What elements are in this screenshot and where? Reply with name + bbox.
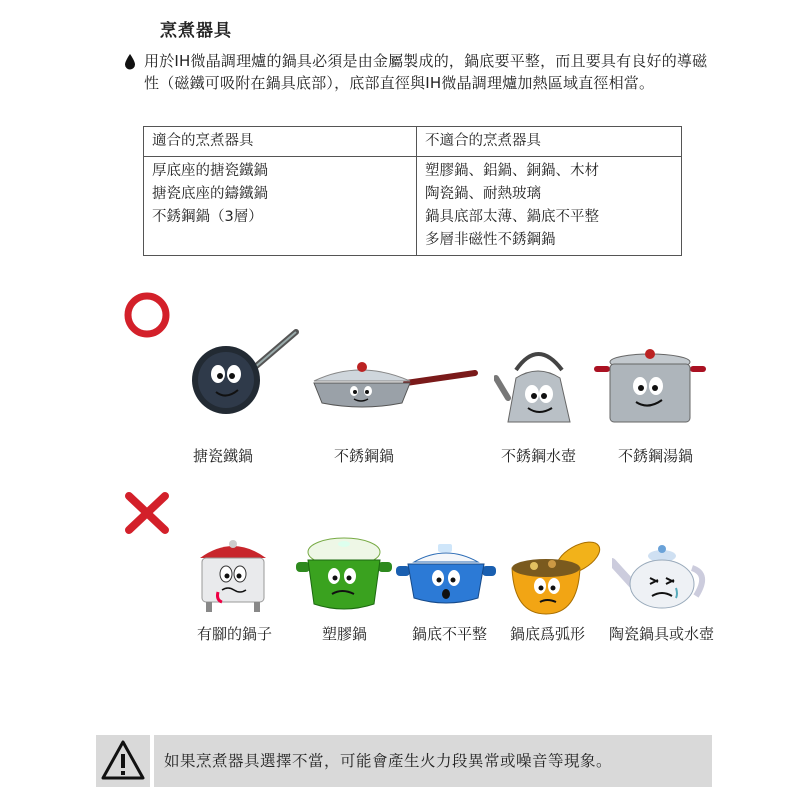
ceramic-kettle-illustration <box>612 540 712 610</box>
good-item-label: 不銹鋼湯鍋 <box>618 447 694 465</box>
good-item-label: 不銹鋼鍋 <box>334 447 395 465</box>
unsuitable-item: 塑膠鍋、鋁鍋、銅鍋、木材 <box>425 163 599 179</box>
intro-paragraph: 用於IH微晶調理爐的鍋具必須是由金屬製成的，鍋底要平整，而且要具有良好的導磁性（磁鐵可吸附在鍋具底部），底部直徑與IH微晶調理爐加熱區域直徑相當。 <box>144 52 708 92</box>
legged-pot-illustration <box>192 536 274 616</box>
section-title: 烹煮器具 <box>160 21 232 41</box>
table-header-unsuitable: 不適合的烹煮器具 <box>417 127 682 157</box>
stainless-stockpot-illustration <box>592 348 712 428</box>
warning-text: 如果烹煮器具選擇不當，可能會產生火力段異常或噪音等現象。 <box>164 752 613 770</box>
suitable-item: 搪瓷底座的鑄鐵鍋 <box>152 186 268 202</box>
enamel-pan-illustration <box>184 328 304 418</box>
unsuitable-item: 鍋具底部太薄、鍋底不平整 <box>425 209 599 225</box>
table-header-suitable: 適合的烹煮器具 <box>144 127 417 157</box>
table-row <box>144 157 682 256</box>
bad-item-label: 鍋底爲弧形 <box>510 625 586 643</box>
warning-divider <box>150 735 154 787</box>
bad-item-label: 有腳的鍋子 <box>197 625 273 643</box>
bullet-drop-icon <box>124 54 136 70</box>
suitable-item: 厚底座的搪瓷鐵鍋 <box>152 163 268 179</box>
suitable-item: 不銹鋼鍋（3層） <box>152 209 263 225</box>
bad-item-label: 鍋底不平整 <box>412 625 488 643</box>
good-item-label: 不銹鋼水壺 <box>501 447 577 465</box>
bad-item-label: 塑膠鍋 <box>322 625 368 643</box>
unsuitable-item: 陶瓷鍋、耐熱玻璃 <box>425 186 541 202</box>
bad-item-label: 陶瓷鍋具或水壺 <box>609 625 715 643</box>
suitable-circle-icon <box>122 290 172 340</box>
unsuitable-item: 多層非磁性不銹鋼鍋 <box>425 232 556 248</box>
cookware-table <box>143 126 682 256</box>
unsuitable-cell <box>417 157 682 256</box>
warning-triangle-icon <box>100 739 146 781</box>
round-bottom-pot-illustration <box>506 530 606 616</box>
table-header-row <box>144 127 682 157</box>
uneven-bottom-pot-illustration <box>396 540 496 608</box>
plastic-pot-illustration <box>294 534 394 614</box>
suitable-cell <box>144 157 417 256</box>
stainless-pan-illustration <box>310 355 480 415</box>
stainless-kettle-illustration <box>494 342 584 432</box>
good-item-label: 搪瓷鐵鍋 <box>193 447 254 465</box>
unsuitable-cross-icon <box>124 492 170 534</box>
